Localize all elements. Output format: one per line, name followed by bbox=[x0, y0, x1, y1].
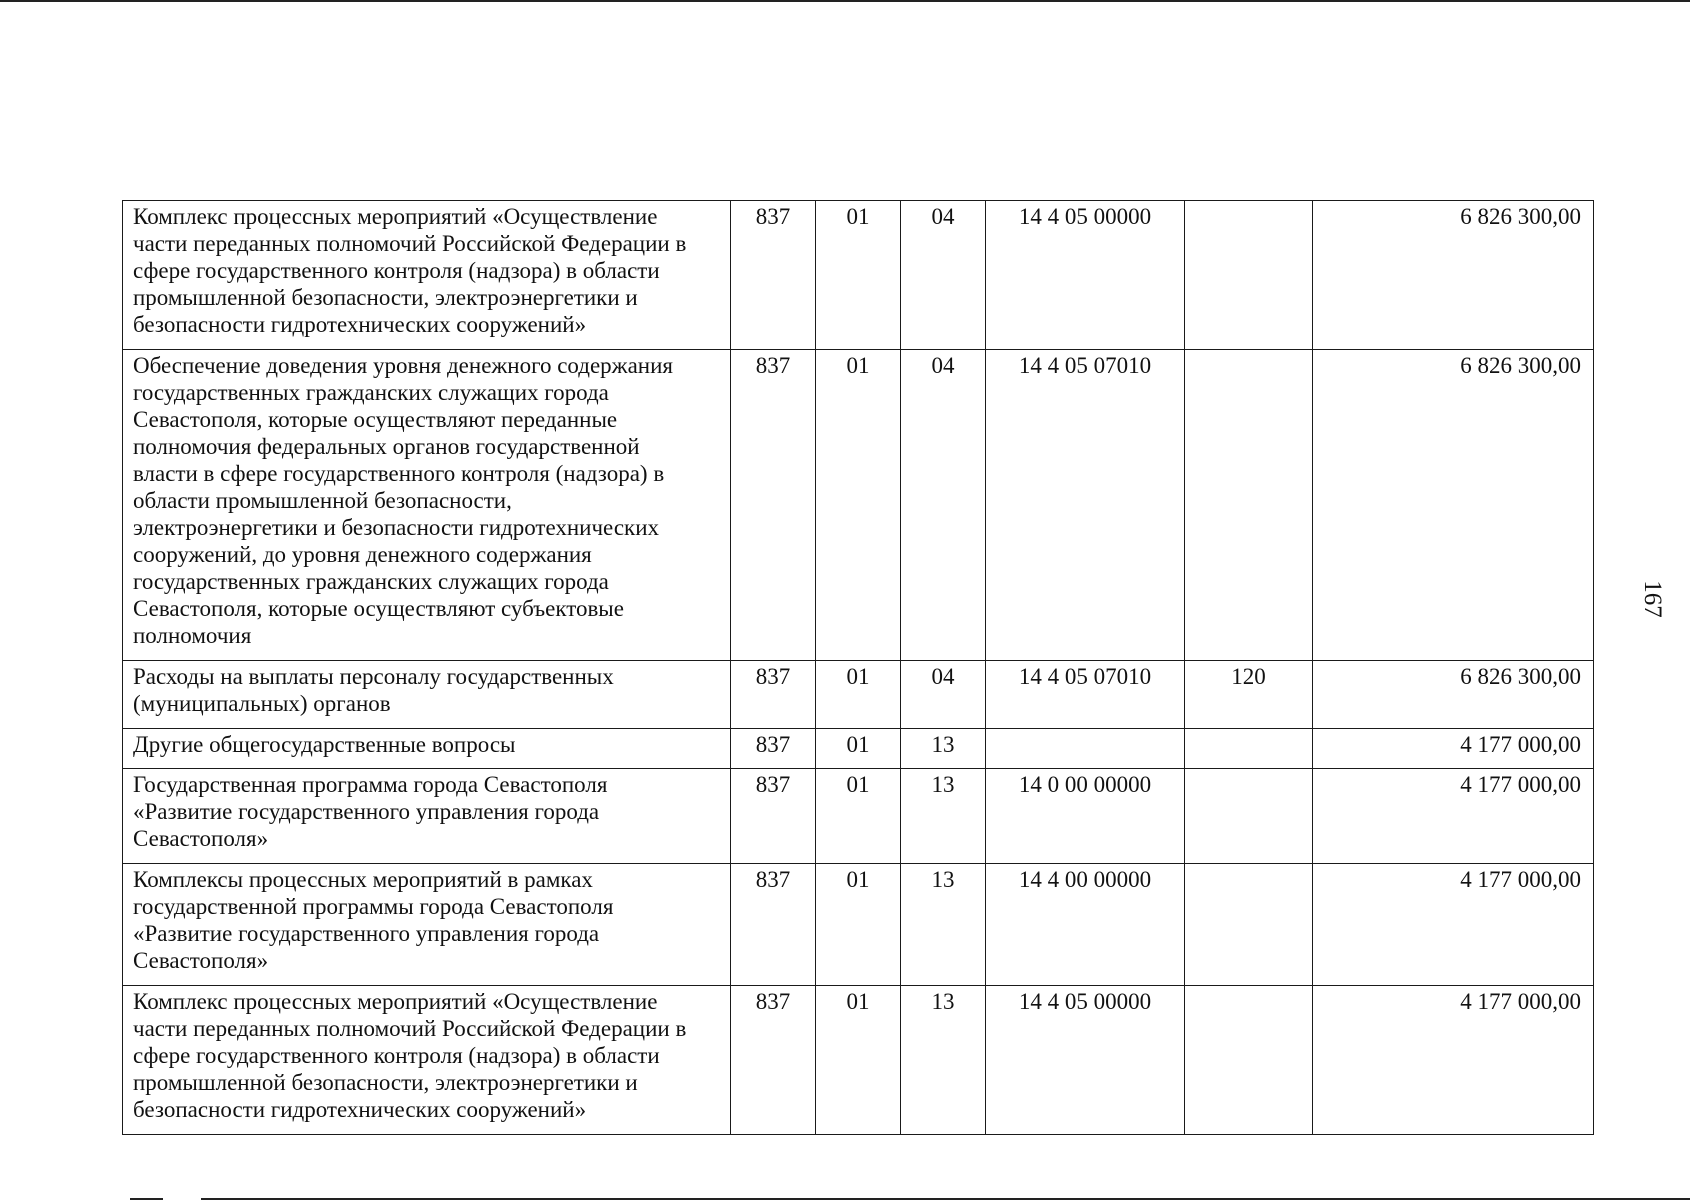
rz-cell: 01 bbox=[816, 986, 901, 1135]
row-name-cell: Расходы на выплаты персоналу государственных (муниципальных) органов bbox=[123, 661, 731, 729]
csr-cell bbox=[986, 729, 1185, 769]
row-name-cell: Другие общегосударственные вопросы bbox=[123, 729, 731, 769]
amount-cell: 6 826 300,00 bbox=[1313, 350, 1594, 661]
ved-cell: 837 bbox=[731, 661, 816, 729]
amount-cell: 6 826 300,00 bbox=[1313, 201, 1594, 350]
vr-cell bbox=[1185, 350, 1313, 661]
page-number: 167 bbox=[1639, 580, 1666, 618]
vr-cell: 120 bbox=[1185, 661, 1313, 729]
table-body bbox=[123, 201, 1594, 1135]
pr-cell: 13 bbox=[901, 769, 986, 864]
pr-cell: 04 bbox=[901, 661, 986, 729]
ved-cell: 837 bbox=[731, 350, 816, 661]
vr-cell bbox=[1185, 729, 1313, 769]
rz-cell: 01 bbox=[816, 350, 901, 661]
vr-cell bbox=[1185, 864, 1313, 986]
vr-cell bbox=[1185, 986, 1313, 1135]
rz-cell: 01 bbox=[816, 769, 901, 864]
csr-cell: 14 0 00 00000 bbox=[986, 769, 1185, 864]
csr-cell: 14 4 00 00000 bbox=[986, 864, 1185, 986]
rz-cell: 01 bbox=[816, 864, 901, 986]
pr-cell: 04 bbox=[901, 201, 986, 350]
amount-cell: 4 177 000,00 bbox=[1313, 864, 1594, 986]
row-name-cell: Обеспечение доведения уровня денежного содержания государственных гражданских служащих города Севастополя, которые осуществляют переданные полномочия федеральных органов государственной власти в сфере государственного контроля (надзора) в области промышленной безопасности, электроэнергетики и безопасности гидротехнических сооружений, до уровня денежного содержания государственных гражданских служащих города Севастополя, которые осуществляют субъектовые полномочия bbox=[123, 350, 731, 661]
row-name-cell: Комплекс процессных мероприятий «Осуществление части переданных полномочий Российской Федерации в сфере государственного контроля (надзора) в области промышленной безопасности, электроэнергетики и безопасности гидротехнических сооружений» bbox=[123, 986, 731, 1135]
scan-top-edge bbox=[0, 0, 1690, 2]
ved-cell: 837 bbox=[731, 769, 816, 864]
pr-cell: 13 bbox=[901, 986, 986, 1135]
vr-cell bbox=[1185, 201, 1313, 350]
vr-cell bbox=[1185, 769, 1313, 864]
row-name-cell: Комплексы процессных мероприятий в рамках государственной программы города Севастополя «Развитие государственного управления города Севастополя» bbox=[123, 864, 731, 986]
rz-cell: 01 bbox=[816, 729, 901, 769]
table-row bbox=[123, 661, 1594, 729]
amount-cell: 4 177 000,00 bbox=[1313, 986, 1594, 1135]
scan-bottom-edge-gap bbox=[163, 1196, 201, 1200]
amount-cell: 4 177 000,00 bbox=[1313, 729, 1594, 769]
row-name-cell: Комплекс процессных мероприятий «Осуществление части переданных полномочий Российской Федерации в сфере государственного контроля (надзора) в области промышленной безопасности, электроэнергетики и безопасности гидротехнических сооружений» bbox=[123, 201, 731, 350]
pr-cell: 04 bbox=[901, 350, 986, 661]
row-name-cell: Государственная программа города Севастополя «Развитие государственного управления города Севастополя» bbox=[123, 769, 731, 864]
ved-cell: 837 bbox=[731, 201, 816, 350]
table-row bbox=[123, 864, 1594, 986]
csr-cell: 14 4 05 00000 bbox=[986, 986, 1185, 1135]
ved-cell: 837 bbox=[731, 986, 816, 1135]
csr-cell: 14 4 05 07010 bbox=[986, 350, 1185, 661]
table-row bbox=[123, 769, 1594, 864]
pr-cell: 13 bbox=[901, 864, 986, 986]
csr-cell: 14 4 05 07010 bbox=[986, 661, 1185, 729]
amount-cell: 4 177 000,00 bbox=[1313, 769, 1594, 864]
ved-cell: 837 bbox=[731, 864, 816, 986]
budget-table bbox=[122, 200, 1594, 1135]
table-row bbox=[123, 201, 1594, 350]
rz-cell: 01 bbox=[816, 201, 901, 350]
table-row bbox=[123, 729, 1594, 769]
ved-cell: 837 bbox=[731, 729, 816, 769]
rz-cell: 01 bbox=[816, 661, 901, 729]
amount-cell: 6 826 300,00 bbox=[1313, 661, 1594, 729]
table-row bbox=[123, 350, 1594, 661]
csr-cell: 14 4 05 00000 bbox=[986, 201, 1185, 350]
table-row bbox=[123, 986, 1594, 1135]
pr-cell: 13 bbox=[901, 729, 986, 769]
